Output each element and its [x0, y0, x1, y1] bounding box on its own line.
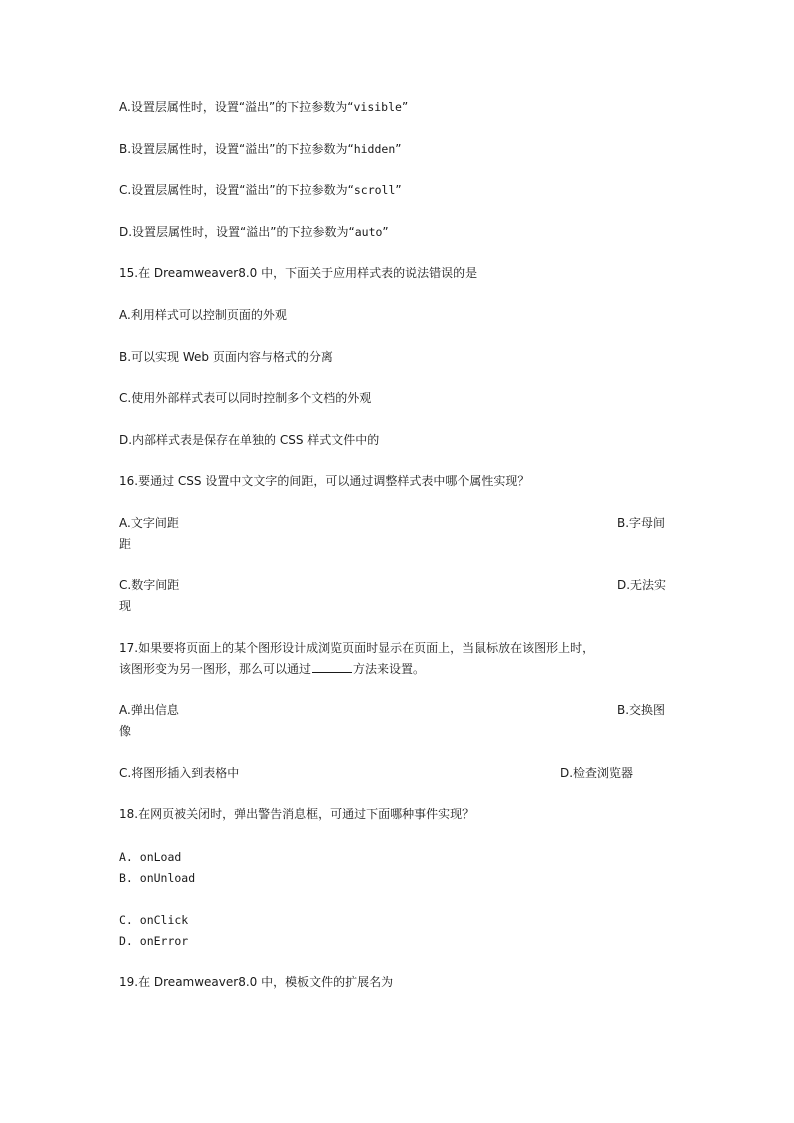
q18-option-c: C. onClick: [119, 913, 189, 927]
q14-option-b-value: hidden: [353, 142, 396, 156]
q14-option-b-prefix: B.设置层属性时，设置“溢出”的下拉参数为“: [119, 142, 354, 156]
q15-option-d: D.内部样式表是保存在单独的 CSS 样式文件中的: [119, 433, 380, 447]
q15-option-c: C.使用外部样式表可以同时控制多个文档的外观: [119, 391, 372, 405]
q17-option-a: A.弹出信息: [119, 703, 179, 717]
q14-option-a: [119, 97, 408, 117]
q16-option-d: D.无法实: [617, 578, 667, 592]
q15-option-a: A.利用样式可以控制页面的外观: [119, 308, 287, 322]
q16-option-b: B.字母间: [617, 516, 666, 530]
q17-question-line1: 17.如果要将页面上的某个图形设计成浏览页面时显示在页面上，当鼠标放在该图形上时，: [119, 641, 595, 655]
q16-option-c: C.数字间距: [119, 578, 180, 592]
q16-option-d-wrap: 现: [119, 599, 132, 613]
q16-question: 16.要通过 CSS 设置中文文字的间距，可以通过调整样式表中哪个属性实现？: [119, 474, 530, 488]
q17-option-d: D.检查浏览器: [560, 766, 634, 780]
q18-question: 18.在网页被关闭时，弹出警告消息框，可通过下面哪种事件实现？: [119, 807, 475, 821]
q14-option-c-prefix: C.设置层属性时，设置“溢出”的下拉参数为“: [119, 183, 354, 197]
q18-option-b: B. onUnload: [119, 871, 196, 885]
q14-option-a-suffix: ”: [401, 100, 409, 114]
q14-option-c: [119, 180, 402, 200]
q17-answer-blank: [312, 660, 352, 673]
q14-option-b-suffix: ”: [395, 142, 402, 156]
q18-option-d: D. onError: [119, 934, 189, 948]
q16-option-b-wrap: 距: [119, 537, 132, 551]
q14-option-c-value: scroll: [353, 183, 396, 197]
q17-option-b-wrap: 像: [119, 724, 132, 738]
q14-option-d-suffix: ”: [382, 225, 389, 239]
q17-option-b: B.交换图: [617, 703, 666, 717]
q16-option-a: A.文字间距: [119, 516, 179, 530]
q17-option-c: C.将图形插入到表格中: [119, 766, 240, 780]
q17-question-line2-before: 该图形变为另一图形，那么可以通过: [119, 662, 312, 676]
q17-question-line2: [119, 659, 425, 679]
q14-option-b: [119, 139, 401, 159]
q14-option-d: [119, 222, 389, 242]
q14-option-a-value: visible: [353, 100, 402, 114]
q14-option-a-prefix: A.设置层属性时，设置“溢出”的下拉参数为“: [119, 100, 354, 114]
q15-option-b: B.可以实现 Web 页面内容与格式的分离: [119, 350, 333, 364]
q14-option-c-suffix: ”: [395, 183, 402, 197]
q17-question-line2-after: 方法来设置。: [353, 662, 426, 676]
q14-option-d-value: auto: [354, 225, 383, 239]
q18-option-a: A. onLoad: [119, 850, 182, 864]
q15-question: 15.在 Dreamweaver8.0 中，下面关于应用样式表的说法错误的是: [119, 266, 478, 280]
q19-question: 19.在 Dreamweaver8.0 中，模板文件的扩展名为: [119, 975, 394, 989]
q14-option-d-prefix: D.设置层属性时，设置“溢出”的下拉参数为“: [119, 225, 355, 239]
